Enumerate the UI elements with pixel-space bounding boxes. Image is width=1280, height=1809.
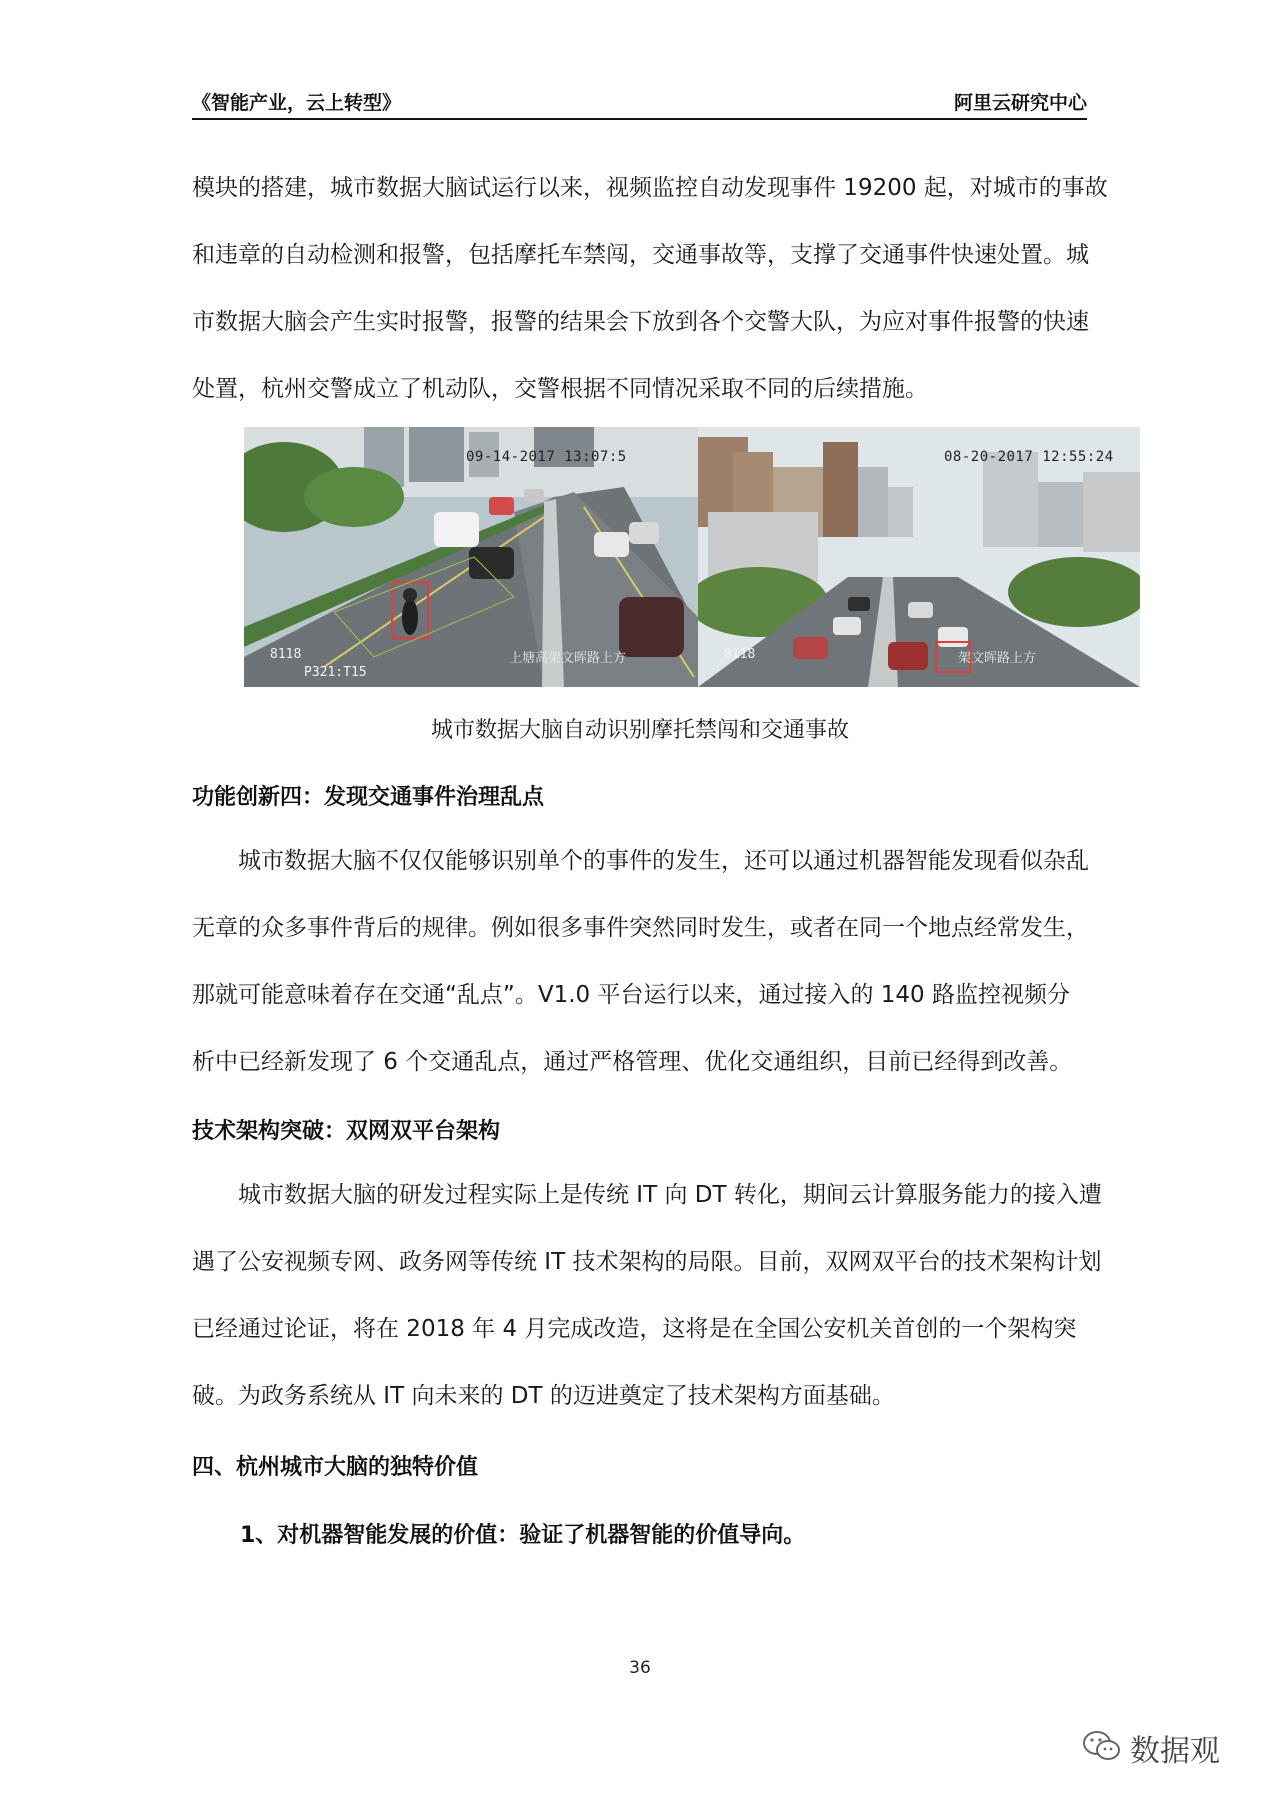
left-camera-timestamp: 09-14-2017 13:07:5 — [466, 449, 627, 465]
text-line: 无章的众多事件背后的规律。例如很多事件突然同时发生，或者在同一个地点经常发生， — [192, 915, 1089, 941]
text-line: 处置，杭州交警成立了机动队，交警根据不同情况采取不同的后续措施。 — [192, 376, 928, 402]
text-line: 那就可能意味着存在交通“乱点”。V1.0 平台运行以来，通过接入的 140 路监控视频分 — [192, 982, 1070, 1008]
text-line: 市数据大脑会产生实时报警，报警的结果会下放到各个交警大队，为应对事件报警的快速 — [192, 309, 1089, 335]
traffic-accident-photo — [698, 427, 1140, 687]
right-camera-code: 8118 — [724, 647, 756, 662]
section-heading-unique-value: 四、杭州城市大脑的独特价值 — [192, 1455, 479, 1480]
header-divider — [192, 118, 1087, 120]
page-number: 36 — [629, 1658, 651, 1678]
figure-caption: 城市数据大脑自动识别摩托禁闯和交通事故 — [430, 718, 849, 743]
left-camera-code: 8118 — [270, 647, 302, 662]
section-heading-architecture: 技术架构突破：双网双平台架构 — [192, 1119, 501, 1144]
header-book-title: 《智能产业，云上转型》 — [192, 92, 402, 114]
text-line: 破。为政务系统从 IT 向未来的 DT 的迈进奠定了技术架构方面基础。 — [192, 1383, 895, 1409]
header-organization: 阿里云研究中心 — [953, 92, 1087, 114]
wechat-icon — [1082, 1730, 1122, 1766]
text-line: 遇了公安视频专网、政务网等传统 IT 技术架构的局限。目前，双网双平台的技术架构计划 — [192, 1249, 1102, 1275]
text-line: 模块的搭建，城市数据大脑试运行以来，视频监控自动发现事件 19200 起，对城市的事故 — [192, 175, 1108, 201]
traffic-camera-figure — [244, 427, 1140, 687]
left-camera-location: 上塘高架文晖路上方 — [509, 651, 627, 666]
paragraph-dual-network — [192, 1162, 1102, 1430]
right-camera-timestamp: 08-20-2017 12:55:24 — [944, 449, 1114, 465]
text-line: 和违章的自动检测和报警，包括摩托车禁闯，交通事故等，支撑了交通事件快速处置。城 — [192, 242, 1089, 268]
text-line: 析中已经新发现了 6 个交通乱点，通过严格管理、优化交通组织，目前已经得到改善。 — [192, 1049, 1073, 1075]
watermark-text: 数据观 — [1130, 1734, 1220, 1769]
right-camera-location: 架文晖路上方 — [958, 651, 1037, 666]
text-line: 城市数据大脑不仅仅能够识别单个的事件的发生，还可以通过机器智能发现看似杂乱 — [238, 848, 1089, 874]
text-line: 已经通过论证，将在 2018 年 4 月完成改造，这将是在全国公安机关首创的一个架构突 — [192, 1316, 1077, 1342]
motorcycle-detection-photo — [244, 427, 698, 687]
text-line: 城市数据大脑的研发过程实际上是传统 IT 向 DT 转化，期间云计算服务能力的接入遭 — [238, 1182, 1102, 1208]
paragraph-traffic-hotspots — [192, 828, 1088, 1096]
section-heading-innovation-four: 功能创新四：发现交通事件治理乱点 — [192, 785, 545, 810]
watermark — [1082, 1726, 1220, 1770]
left-camera-subcode: P321:T15 — [304, 665, 367, 680]
paragraph-incident-detection — [192, 155, 1108, 423]
subheading-machine-intelligence: 1、对机器智能发展的价值：验证了机器智能的价值导向。 — [240, 1523, 806, 1548]
